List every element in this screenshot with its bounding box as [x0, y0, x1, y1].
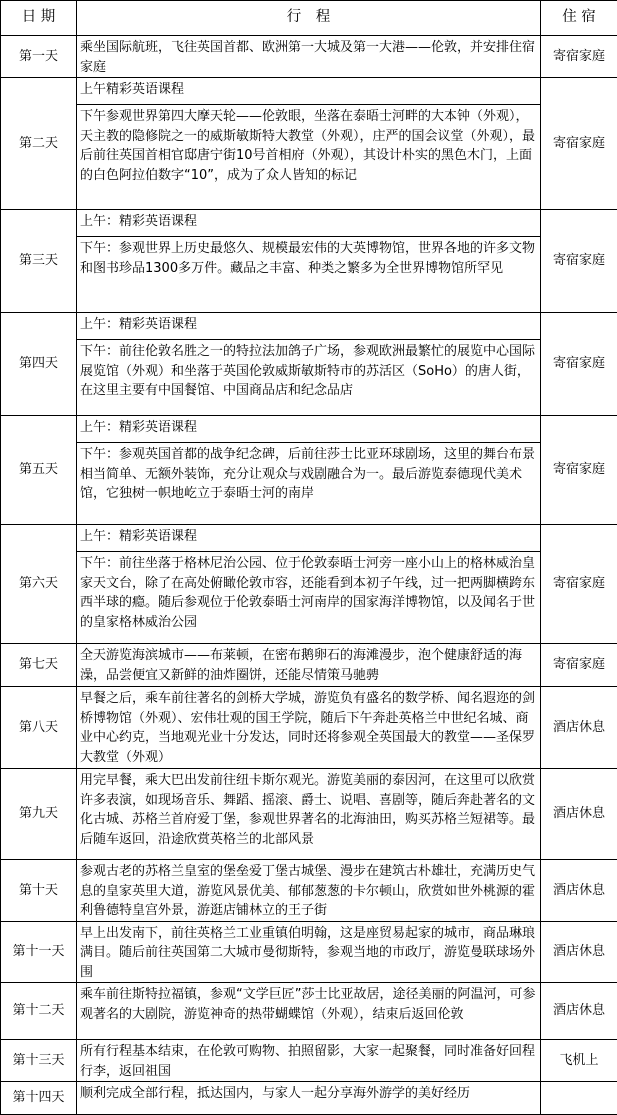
- schedule-text: 参观古老的苏格兰皇室的堡垒爱丁堡古城堡、漫步在建筑古朴雄壮，充满历史气息的皇家英里大道，游览风景优美、郁郁葱葱的卡尔顿山，欣赏如世外桃源的霍利鲁德特皇宫外景，游逛店铺林立的王子街: [77, 860, 540, 921]
- day-label: 第三天: [1, 210, 77, 313]
- stay-label: 酒店休息: [541, 687, 617, 769]
- table-row: [1, 210, 617, 313]
- schedule-cell: [77, 313, 541, 416]
- stay-label: 飞机上: [541, 1040, 617, 1082]
- day-label: 第十四天: [1, 1082, 77, 1115]
- schedule-morning: 上午：精彩英语课程: [77, 210, 540, 236]
- day-label: 第一天: [1, 36, 77, 78]
- schedule-afternoon: 下午参观世界第四大摩天轮——伦敦眼，坐落在泰晤士河畔的大本钟（外观），天主教的隐修院之一的威斯敏斯特大教堂（外观），庄严的国会议堂（外观），最后前往英国首相官邸唐宁街10号首相府（外观），其设计朴实的黑色木门，上面的白色阿拉伯数字“10”，成为了众人皆知的标记: [77, 104, 540, 185]
- schedule-cell: [77, 416, 541, 525]
- schedule-text: 早上出发南下，前往英格兰工业重镇伯明翰，这是座贸易起家的城市，商品琳琅满目。随后前往英国第二大城市曼彻斯特，参观当地的市政厅，游览曼联球场外围: [77, 922, 540, 983]
- schedule-cell: [77, 1082, 541, 1115]
- table-row: [1, 644, 617, 687]
- day-label: 第十二天: [1, 983, 77, 1040]
- table-row: [1, 525, 617, 644]
- schedule-cell: [77, 78, 541, 210]
- schedule-text: 用完早餐，乘大巴出发前往纽卡斯尔观光。游览美丽的泰因河，在这里可以欣赏许多表演，如现场音乐、舞蹈、摇滚、爵士、说唱、喜剧等，随后奔赴著名的文化古城、苏格兰首府爱丁堡，参观世界著名的北海油田，购买苏格兰短裙等。最后随车返回，沿途欣赏英格兰的北部风景: [77, 769, 540, 849]
- table-row: [1, 313, 617, 416]
- table-row: [1, 78, 617, 210]
- schedule-text: 全天游览海滨城市——布莱顿，在密布鹅卵石的海滩漫步，泡个健康舒适的海澡，品尝便宜又新鲜的油炸圈饼，还能尽情策马驰骋: [77, 644, 540, 685]
- day-label: 第七天: [1, 644, 77, 687]
- schedule-text: 顺利完成全部行程，抵达国内，与家人一起分享海外游学的美好经历: [77, 1082, 540, 1104]
- table-row: [1, 687, 617, 769]
- schedule-cell: [77, 36, 541, 78]
- schedule-cell: [77, 644, 541, 687]
- day-label: 第九天: [1, 769, 77, 860]
- day-label: 第十一天: [1, 921, 77, 983]
- stay-label: 酒店休息: [541, 921, 617, 983]
- table-row: [1, 769, 617, 860]
- schedule-cell: [77, 687, 541, 769]
- header-schedule: 行 程: [77, 1, 541, 36]
- table-row: [1, 921, 617, 983]
- stay-label: 寄宿家庭: [541, 36, 617, 78]
- stay-label: 寄宿家庭: [541, 644, 617, 687]
- day-label: 第六天: [1, 525, 77, 644]
- day-label: 第十天: [1, 860, 77, 922]
- stay-label: 寄宿家庭: [541, 78, 617, 210]
- schedule-morning: 上午：精彩英语课程: [77, 313, 540, 339]
- stay-label: 酒店休息: [541, 860, 617, 922]
- day-label: 第五天: [1, 416, 77, 525]
- schedule-text: 乘坐国际航班，飞往英国首都、欧洲第一大城及第一大港——伦敦，并安排住宿家庭: [77, 36, 540, 77]
- schedule-cell: [77, 525, 541, 644]
- stay-label: 酒店休息: [541, 983, 617, 1040]
- schedule-cell: [77, 921, 541, 983]
- schedule-cell: [77, 983, 541, 1040]
- header-day: 日 期: [1, 1, 77, 36]
- day-label: 第四天: [1, 313, 77, 416]
- table-row: [1, 860, 617, 922]
- day-label: 第八天: [1, 687, 77, 769]
- stay-label: 寄宿家庭: [541, 210, 617, 313]
- stay-label: 寄宿家庭: [541, 525, 617, 644]
- day-label: 第十三天: [1, 1040, 77, 1082]
- schedule-morning: 上午：精彩英语课程: [77, 416, 540, 442]
- schedule-text: 所有行程基本结束，在伦敦可购物、拍照留影，大家一起聚餐，同时准备好回程行李，返回祖国: [77, 1040, 540, 1081]
- header-stay: 住 宿: [541, 1, 617, 36]
- schedule-afternoon: 下午：参观世界上历史最悠久、规模最宏伟的大英博物馆，世界各地的许多文物和图书珍品1300多万件。藏品之丰富、种类之繁多为全世界博物馆所罕见: [77, 236, 540, 278]
- schedule-afternoon: 下午：参观英国首都的战争纪念碑，后前往莎士比亚环球剧场，这里的舞台布景相当简单、无额外装饰，充分让观众与戏剧融合为一。最后游览泰德现代美术馆，它独树一帜地屹立于泰晤士河的南岸: [77, 442, 540, 504]
- schedule-text: 早餐之后，乘车前往著名的剑桥大学城，游览负有盛名的数学桥、闻名遐迩的剑桥博物馆（外观）、宏伟壮观的国王学院，随后下午奔赴英格兰中世纪名城、商业中心约克，当地观光业十分发达，同时还将参观全英国最大的教堂——圣保罗大教堂（外观）: [77, 687, 540, 767]
- table-row: [1, 416, 617, 525]
- table-row: [1, 983, 617, 1040]
- table-row: [1, 1082, 617, 1115]
- day-label: 第二天: [1, 78, 77, 210]
- stay-label: 酒店休息: [541, 769, 617, 860]
- schedule-cell: [77, 860, 541, 922]
- stay-label: [541, 1082, 617, 1115]
- table-row: [1, 1040, 617, 1082]
- stay-label: 寄宿家庭: [541, 313, 617, 416]
- schedule-morning: 上午：精彩英语课程: [77, 525, 540, 551]
- header-row: [1, 1, 617, 36]
- schedule-afternoon: 下午：前往伦敦名胜之一的特拉法加鸽子广场，参观欧洲最繁忙的展览中心国际展览馆（外观）和坐落于英国伦敦威斯敏斯特市的苏活区（SoHo）的唐人街，在这里主要有中国餐馆、中国商品店和纪念品店: [77, 339, 540, 401]
- schedule-cell: [77, 1040, 541, 1082]
- schedule-morning: 上午精彩英语课程: [77, 78, 540, 104]
- schedule-cell: [77, 210, 541, 313]
- schedule-afternoon: 下午：前往坐落于格林尼治公园、位于伦敦泰晤士河旁一座小山上的格林威治皇家天文台，除了在高处俯瞰伦敦市容，还能看到本初子午线，过一把两脚横跨东西半球的瘾。随后参观位于伦敦泰晤士河南岸的国家海洋博物馆，以及闻名于世的皇家格林威治公园: [77, 551, 540, 632]
- schedule-text: 乘车前往斯特拉福镇，参观“文学巨匠”莎士比亚故居，途径美丽的阿温河，可参观著名的大剧院，游览神奇的热带蝴蝶馆（外观），结束后返回伦敦: [77, 983, 540, 1024]
- stay-label: 寄宿家庭: [541, 416, 617, 525]
- table-row: [1, 36, 617, 78]
- schedule-cell: [77, 769, 541, 860]
